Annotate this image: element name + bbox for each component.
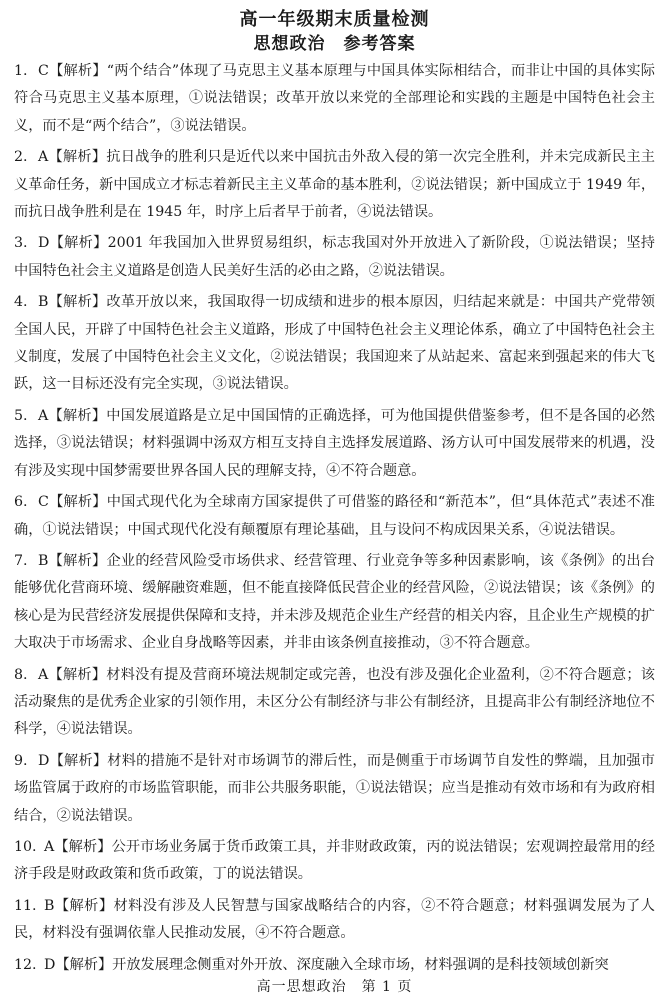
answer-list — [14, 58, 655, 979]
answer-item-10 — [14, 834, 655, 889]
answer-text: A【解析】中国发展道路是立足中国国情的正确选择，可为他国提供借鉴参考，但不是各国的必然选择，③说法错误；材料强调中汤双方相互支持自主选择发展道路、汤方认可中国发展带来的机遇，没有涉及实现中国梦需要世界各国人民的理解支持，④不符合题意。 — [14, 407, 655, 479]
answer-item-4 — [14, 289, 655, 399]
answer-number: 9. — [14, 752, 28, 769]
answer-text: A【解析】公开市场业务属于货币政策工具，并非财政政策，丙的说法错误；宏观调控最常用的经济手段是财政政策和货币政策，丁的说法错误。 — [14, 838, 655, 883]
page-footer: 高一思想政治 第 1 页 — [256, 979, 413, 995]
answer-number: 4. — [14, 294, 28, 311]
answer-text: B【解析】材料没有涉及人民智慧与国家战略结合的内容，②不符合题意；材料强调发展为了人民，材料没有强调依靠人民推动发展，④不符合题意。 — [14, 897, 655, 942]
answer-text: B【解析】企业的经营风险受市场供求、经营管理、行业竞争等多种因素影响，该《条例》的出台能够优化营商环境、缓解融资难题，但不能直接降低民营企业的经营风险，②说法错误；该《条例》的核心是为民营经济发展提供保障和支持，并未涉及规范企业生产经营的相关内容，且企业生产规模的扩大取决于市场需求、企业自身战略等因素，并非由该条例直接推动，③不符合题意。 — [14, 552, 655, 652]
page-subtitle: 思想政治 参考答案 — [253, 34, 416, 54]
answer-item-12 — [14, 952, 655, 979]
answer-number: 3. — [14, 235, 28, 252]
answer-number: 7. — [14, 552, 28, 569]
answer-item-11 — [14, 893, 655, 948]
answer-item-6 — [14, 489, 655, 544]
answer-item-2 — [14, 144, 655, 226]
answer-text: D【解析】2001 年我国加入世界贸易组织，标志我国对外开放进入了新阶段，①说法错误；坚持中国特色社会主义道路是创造人民美好生活的必由之路，②说法错误。 — [14, 235, 655, 279]
answer-text: D【解析】材料的措施不是针对市场调节的滞后性，而是侧重于市场调节自发性的弊端，且加强市场监管属于政府的市场监管职能，而非公共服务职能，①说法错误；应当是推动有效市场和有为政府相结合，②说法错误。 — [14, 752, 655, 824]
answer-text: D【解析】开放发展理念侧重对外开放、深度融入全球市场，材料强调的是科技领域创新突 — [44, 956, 609, 973]
answer-item-8 — [14, 662, 655, 744]
page-title: 高一年级期末质量检测 — [239, 9, 430, 30]
answer-text: C【解析】中国式现代化为全球南方国家提供了可借鉴的路径和“新范本”，但“具体范式”表述不准确，①说法错误；中国式现代化没有颠覆原有理论基础，且与设问不构成因果关系，④说法错误。 — [14, 494, 655, 538]
answer-item-3 — [14, 230, 655, 285]
answer-item-9 — [14, 748, 655, 830]
answer-item-1 — [14, 58, 655, 140]
answer-number: 2. — [14, 149, 28, 166]
answer-item-7 — [14, 548, 655, 658]
answer-text: A【解析】材料没有提及营商环境法规制定或完善，也没有涉及强化企业盈利，②不符合题意；该活动聚焦的是优秀企业家的引领作用，未区分公有制经济与非公有制经济，且提高非公有制经济地位不科学，④说法错误。 — [14, 666, 655, 738]
answer-number: 12. — [14, 956, 37, 973]
answer-text: B【解析】改革开放以来，我国取得一切成绩和进步的根本原因，归结起来就是：中国共产党带领全国人民，开辟了中国特色社会主义道路，形成了中国特色社会主义理论体系，确立了中国特色社会主义制度，发展了中国特色社会主义文化，②说法错误；我国迎来了从站起来、富起来到强起来的伟大飞跃，这一目标还没有完全实现，③说法错误。 — [14, 294, 655, 393]
answer-text: A【解析】抗日战争的胜利只是近代以来中国抗击外敌入侵的第一次完全胜利，并未完成新民主主义革命任务，新中国成立才标志着新民主主义革命的基本胜利，②说法错误；新中国成立于 1949 年，而抗日战争胜利是在 1945 年，时序上后者早于前者，④说法错误。 — [14, 149, 656, 221]
answer-number: 8. — [14, 666, 28, 683]
answer-number: 5. — [14, 407, 28, 424]
answer-text: C【解析】“两个结合”体现了马克思主义基本原理与中国具体实际相结合，而非让中国的具体实际符合马克思主义基本原理，①说法错误；改革开放以来党的全部理论和实践的主题是中国特色社会主义，而不是“两个结合”，③说法错误。 — [14, 63, 655, 134]
answer-number: 1. — [14, 63, 28, 79]
answer-number: 6. — [14, 494, 28, 511]
answer-item-5 — [14, 403, 655, 485]
answer-number: 11. — [14, 897, 37, 914]
answer-number: 10. — [14, 838, 37, 855]
